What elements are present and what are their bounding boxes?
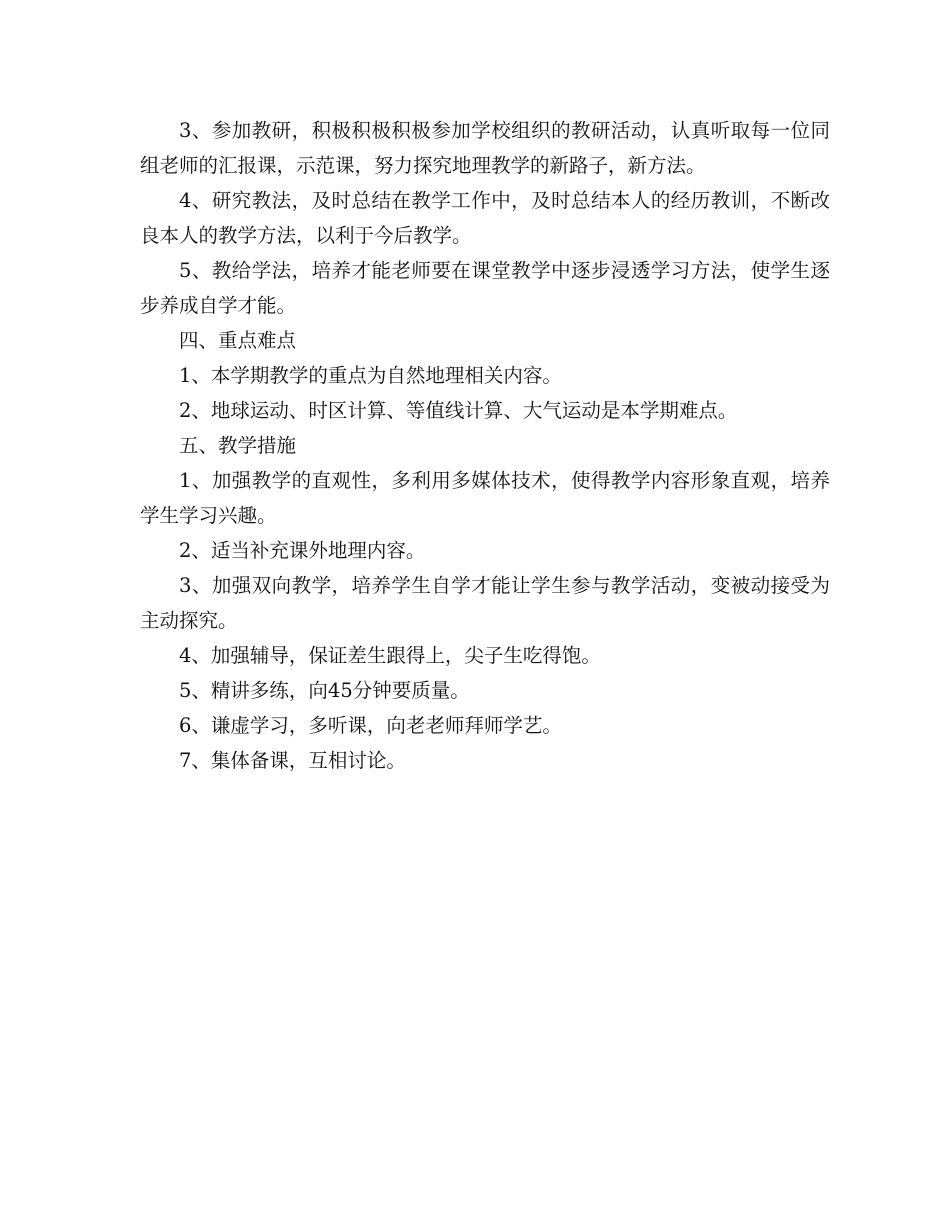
paragraph-measure-4: 4、加强辅导，保证差生跟得上，尖子生吃得饱。	[179, 644, 601, 667]
paragraph-measure-3: 3、加强双向教学，培养学生自学才能让学生参与教学活动，变被动接受为主动探究。	[140, 574, 830, 632]
paragraph-measure-5: 5、精讲多练，向45分钟要质量。	[179, 679, 470, 702]
document-body	[140, 113, 830, 778]
paragraph-key-points: 1、本学期教学的重点为自然地理相关内容。	[179, 364, 562, 387]
paragraph-difficult-points: 2、地球运动、时区计算、等值线计算、大气运动是本学期难点。	[179, 399, 738, 422]
paragraph-teach-learning-methods: 5、教给学法，培养才能老师要在课堂教学中逐步浸透学习方法，使学生逐步养成自学才能。	[140, 259, 830, 317]
paragraph-measure-7: 7、集体备课，互相讨论。	[179, 749, 406, 772]
paragraph-teaching-research: 3、参加教研，积极积极积极参加学校组织的教研活动，认真听取每一位同组老师的汇报课，示范课，努力探究地理教学的新路子，新方法。	[140, 119, 830, 177]
section-heading-key-difficult-points: 四、重点难点	[179, 329, 297, 352]
paragraph-study-teaching-methods: 4、研究教法，及时总结在教学工作中，及时总结本人的经历教训，不断改良本人的教学方法，以利于今后教学。	[140, 189, 830, 247]
paragraph-measure-6: 6、谦虚学习，多听课，向老老师拜师学艺。	[179, 714, 562, 737]
paragraph-measure-1: 1、加强教学的直观性，多利用多媒体技术，使得教学内容形象直观，培养学生学习兴趣。	[140, 469, 830, 527]
paragraph-measure-2: 2、适当补充课外地理内容。	[179, 539, 426, 562]
section-heading-teaching-measures: 五、教学措施	[179, 434, 297, 457]
